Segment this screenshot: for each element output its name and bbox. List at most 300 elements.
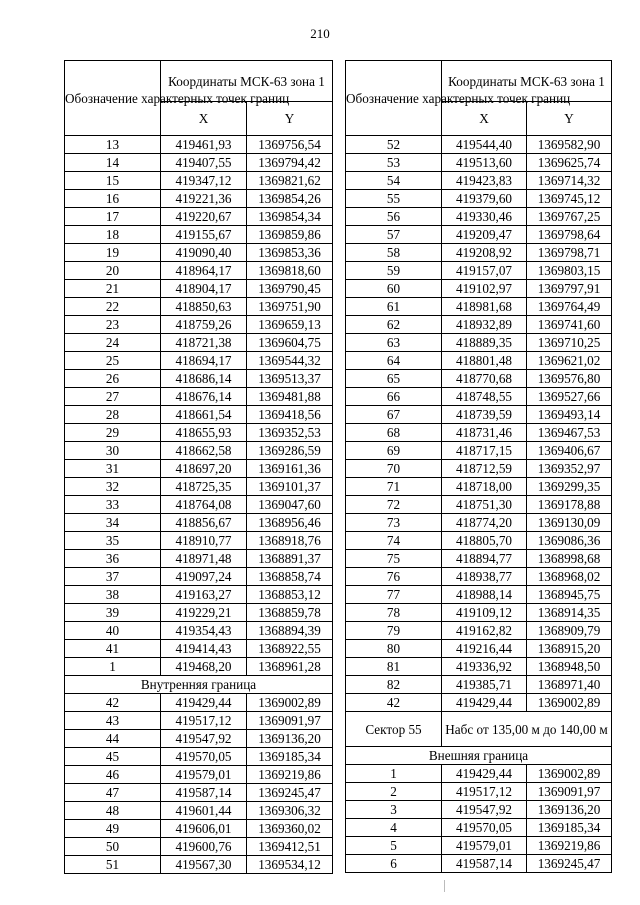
point-id: 42 xyxy=(346,694,442,712)
x-value: 418721,38 xyxy=(161,334,247,352)
table-row xyxy=(346,676,612,694)
table-row xyxy=(346,765,612,783)
y-value: 1368945,75 xyxy=(527,586,612,604)
y-value: 1368914,35 xyxy=(527,604,612,622)
designation-header: Обозначение характерных точек границ xyxy=(65,61,161,136)
point-id: 46 xyxy=(65,766,161,784)
table-row xyxy=(346,819,612,837)
x-value: 418694,17 xyxy=(161,352,247,370)
x-value: 418739,59 xyxy=(442,406,527,424)
y-value: 1368998,68 xyxy=(527,550,612,568)
y-value: 1369859,86 xyxy=(247,226,333,244)
table-row xyxy=(65,208,333,226)
x-value: 419513,60 xyxy=(442,154,527,172)
point-id: 82 xyxy=(346,676,442,694)
table-row xyxy=(346,783,612,801)
table-row xyxy=(346,658,612,676)
x-value: 418725,35 xyxy=(161,478,247,496)
table-row xyxy=(65,478,333,496)
point-id: 26 xyxy=(65,370,161,388)
table-row xyxy=(65,712,333,730)
table-row xyxy=(65,370,333,388)
table-row xyxy=(65,820,333,838)
table-row xyxy=(65,694,333,712)
y-value: 1369091,97 xyxy=(527,783,612,801)
table-row xyxy=(65,586,333,604)
y-value: 1368909,79 xyxy=(527,622,612,640)
point-id: 14 xyxy=(65,154,161,172)
point-id: 5 xyxy=(346,837,442,855)
y-value: 1369002,89 xyxy=(527,694,612,712)
x-value: 418889,35 xyxy=(442,334,527,352)
point-id: 64 xyxy=(346,352,442,370)
coordinates-header: Координаты МСК-63 зона 1 xyxy=(442,61,612,102)
x-value: 419109,12 xyxy=(442,604,527,622)
point-id: 47 xyxy=(65,784,161,802)
y-value: 1369756,54 xyxy=(247,136,333,154)
point-id: 48 xyxy=(65,802,161,820)
y-value: 1369798,64 xyxy=(527,226,612,244)
x-value: 418971,48 xyxy=(161,550,247,568)
coordinates-table-left xyxy=(64,60,333,874)
coordinates-table-right xyxy=(345,60,612,873)
y-value: 1369161,36 xyxy=(247,460,333,478)
point-id: 69 xyxy=(346,442,442,460)
point-id: 79 xyxy=(346,622,442,640)
table-row xyxy=(65,424,333,442)
y-value: 1369481,88 xyxy=(247,388,333,406)
x-value: 418686,14 xyxy=(161,370,247,388)
table-row xyxy=(346,208,612,226)
y-value: 1369714,32 xyxy=(527,172,612,190)
point-id: 38 xyxy=(65,586,161,604)
y-value: 1368922,55 xyxy=(247,640,333,658)
x-value: 419579,01 xyxy=(161,766,247,784)
table-row xyxy=(346,298,612,316)
point-id: 81 xyxy=(346,658,442,676)
y-value: 1369767,25 xyxy=(527,208,612,226)
y-value: 1369745,12 xyxy=(527,190,612,208)
section-row xyxy=(346,747,612,765)
x-value: 418661,54 xyxy=(161,406,247,424)
x-value: 419587,14 xyxy=(442,855,527,873)
table-row xyxy=(346,622,612,640)
x-value: 419209,47 xyxy=(442,226,527,244)
y-value: 1369803,15 xyxy=(527,262,612,280)
y-value: 1368971,40 xyxy=(527,676,612,694)
point-id: 18 xyxy=(65,226,161,244)
sector-row xyxy=(346,712,612,747)
table-row xyxy=(65,550,333,568)
point-id: 68 xyxy=(346,424,442,442)
point-id: 58 xyxy=(346,244,442,262)
point-id: 55 xyxy=(346,190,442,208)
point-id: 50 xyxy=(65,838,161,856)
y-value: 1369798,71 xyxy=(527,244,612,262)
point-id: 49 xyxy=(65,820,161,838)
x-value: 419601,44 xyxy=(161,802,247,820)
point-id: 43 xyxy=(65,712,161,730)
table-row xyxy=(346,442,612,460)
table-row xyxy=(346,568,612,586)
y-value: 1368858,74 xyxy=(247,568,333,586)
point-id: 52 xyxy=(346,136,442,154)
x-value: 418988,14 xyxy=(442,586,527,604)
table-row xyxy=(346,694,612,712)
y-value: 1369185,34 xyxy=(247,748,333,766)
x-value: 419517,12 xyxy=(442,783,527,801)
point-id: 63 xyxy=(346,334,442,352)
y-value: 1369659,13 xyxy=(247,316,333,334)
table-row xyxy=(346,496,612,514)
table-row xyxy=(65,262,333,280)
y-value: 1369527,66 xyxy=(527,388,612,406)
x-value: 419407,55 xyxy=(161,154,247,172)
x-value: 419336,92 xyxy=(442,658,527,676)
y-value: 1369002,89 xyxy=(247,694,333,712)
y-value: 1369493,14 xyxy=(527,406,612,424)
y-header: Y xyxy=(247,102,333,136)
y-value: 1368948,50 xyxy=(527,658,612,676)
table-row xyxy=(65,658,333,676)
y-value: 1369625,74 xyxy=(527,154,612,172)
point-id: 4 xyxy=(346,819,442,837)
point-id: 51 xyxy=(65,856,161,874)
x-value: 418938,77 xyxy=(442,568,527,586)
table-row xyxy=(65,298,333,316)
y-value: 1369710,25 xyxy=(527,334,612,352)
y-value: 1369086,36 xyxy=(527,532,612,550)
table-row xyxy=(65,406,333,424)
y-value: 1369790,45 xyxy=(247,280,333,298)
table-row xyxy=(346,801,612,819)
point-id: 1 xyxy=(346,765,442,783)
y-value: 1369352,97 xyxy=(527,460,612,478)
x-value: 419544,40 xyxy=(442,136,527,154)
table-row xyxy=(65,334,333,352)
y-value: 1369534,12 xyxy=(247,856,333,874)
y-value: 1369136,20 xyxy=(247,730,333,748)
point-id: 67 xyxy=(346,406,442,424)
y-value: 1369854,26 xyxy=(247,190,333,208)
table-row xyxy=(65,496,333,514)
y-value: 1369245,47 xyxy=(527,855,612,873)
table-row xyxy=(346,640,612,658)
y-value: 1369412,51 xyxy=(247,838,333,856)
y-value: 1369245,47 xyxy=(247,784,333,802)
x-value: 419606,01 xyxy=(161,820,247,838)
point-id: 42 xyxy=(65,694,161,712)
x-value: 418904,17 xyxy=(161,280,247,298)
point-id: 44 xyxy=(65,730,161,748)
y-value: 1369854,34 xyxy=(247,208,333,226)
point-id: 32 xyxy=(65,478,161,496)
y-value: 1368853,12 xyxy=(247,586,333,604)
table-row xyxy=(346,460,612,478)
x-value: 419330,46 xyxy=(442,208,527,226)
table-row xyxy=(346,172,612,190)
y-value: 1369582,90 xyxy=(527,136,612,154)
table-row xyxy=(346,226,612,244)
point-id: 24 xyxy=(65,334,161,352)
header-row xyxy=(65,61,333,102)
table-row xyxy=(346,424,612,442)
x-value: 418718,00 xyxy=(442,478,527,496)
x-value: 419468,20 xyxy=(161,658,247,676)
table-row xyxy=(346,352,612,370)
x-header: X xyxy=(442,102,527,136)
x-value: 419547,92 xyxy=(161,730,247,748)
point-id: 76 xyxy=(346,568,442,586)
table-row xyxy=(346,280,612,298)
y-value: 1369130,09 xyxy=(527,514,612,532)
y-value: 1369418,56 xyxy=(247,406,333,424)
y-value: 1368859,78 xyxy=(247,604,333,622)
table-row xyxy=(65,856,333,874)
x-value: 418676,14 xyxy=(161,388,247,406)
x-value: 419517,12 xyxy=(161,712,247,730)
designation-header: Обозначение характерных точек границ xyxy=(346,61,442,136)
y-value: 1369794,42 xyxy=(247,154,333,172)
x-value: 419162,82 xyxy=(442,622,527,640)
table-row xyxy=(65,136,333,154)
table-row xyxy=(65,226,333,244)
y-value: 1369604,75 xyxy=(247,334,333,352)
table-row xyxy=(346,154,612,172)
x-value: 419587,14 xyxy=(161,784,247,802)
point-id: 34 xyxy=(65,514,161,532)
table-row xyxy=(346,244,612,262)
point-id: 39 xyxy=(65,604,161,622)
table-row xyxy=(65,190,333,208)
x-value: 418662,58 xyxy=(161,442,247,460)
y-value: 1369047,60 xyxy=(247,496,333,514)
scan-mark xyxy=(444,880,445,892)
y-value: 1368956,46 xyxy=(247,514,333,532)
y-value: 1368891,37 xyxy=(247,550,333,568)
section-title: Внешняя граница xyxy=(346,747,612,765)
x-value: 419414,43 xyxy=(161,640,247,658)
x-value: 418748,55 xyxy=(442,388,527,406)
point-id: 77 xyxy=(346,586,442,604)
x-value: 418759,26 xyxy=(161,316,247,334)
table-row xyxy=(346,855,612,873)
x-value: 419221,36 xyxy=(161,190,247,208)
y-value: 1369219,86 xyxy=(247,766,333,784)
x-value: 419220,67 xyxy=(161,208,247,226)
point-id: 23 xyxy=(65,316,161,334)
x-value: 418910,77 xyxy=(161,532,247,550)
y-value: 1369286,59 xyxy=(247,442,333,460)
x-value: 419429,44 xyxy=(442,765,527,783)
x-value: 418712,59 xyxy=(442,460,527,478)
table-row xyxy=(346,136,612,154)
x-value: 419347,12 xyxy=(161,172,247,190)
x-value: 418856,67 xyxy=(161,514,247,532)
y-value: 1368918,76 xyxy=(247,532,333,550)
table-row xyxy=(65,352,333,370)
y-value: 1369751,90 xyxy=(247,298,333,316)
point-id: 1 xyxy=(65,658,161,676)
y-value: 1369821,62 xyxy=(247,172,333,190)
point-id: 6 xyxy=(346,855,442,873)
point-id: 41 xyxy=(65,640,161,658)
table-row xyxy=(65,532,333,550)
point-id: 57 xyxy=(346,226,442,244)
point-id: 33 xyxy=(65,496,161,514)
x-header: X xyxy=(161,102,247,136)
x-value: 418655,93 xyxy=(161,424,247,442)
table-row xyxy=(346,316,612,334)
y-value: 1368968,02 xyxy=(527,568,612,586)
sector-height-note: Набс от 135,00 м до 140,00 м xyxy=(442,712,612,747)
x-value: 418964,17 xyxy=(161,262,247,280)
table-row xyxy=(65,838,333,856)
y-value: 1368894,39 xyxy=(247,622,333,640)
point-id: 15 xyxy=(65,172,161,190)
y-value: 1369352,53 xyxy=(247,424,333,442)
table-row xyxy=(65,388,333,406)
point-id: 16 xyxy=(65,190,161,208)
table-row xyxy=(346,478,612,496)
table-row xyxy=(65,514,333,532)
x-value: 419208,92 xyxy=(442,244,527,262)
y-value: 1368961,28 xyxy=(247,658,333,676)
y-value: 1369002,89 xyxy=(527,765,612,783)
point-id: 29 xyxy=(65,424,161,442)
x-value: 418770,68 xyxy=(442,370,527,388)
x-value: 418801,48 xyxy=(442,352,527,370)
x-value: 419567,30 xyxy=(161,856,247,874)
x-value: 419461,93 xyxy=(161,136,247,154)
point-id: 70 xyxy=(346,460,442,478)
y-value: 1369136,20 xyxy=(527,801,612,819)
point-id: 36 xyxy=(65,550,161,568)
point-id: 45 xyxy=(65,748,161,766)
point-id: 21 xyxy=(65,280,161,298)
y-value: 1369091,97 xyxy=(247,712,333,730)
table-row xyxy=(346,837,612,855)
table-row xyxy=(346,388,612,406)
x-value: 419155,67 xyxy=(161,226,247,244)
table-row xyxy=(346,532,612,550)
point-id: 59 xyxy=(346,262,442,280)
x-value: 418894,77 xyxy=(442,550,527,568)
y-value: 1369299,35 xyxy=(527,478,612,496)
x-value: 418932,89 xyxy=(442,316,527,334)
table-row xyxy=(65,640,333,658)
point-id: 25 xyxy=(65,352,161,370)
x-value: 418731,46 xyxy=(442,424,527,442)
y-value: 1369576,80 xyxy=(527,370,612,388)
y-value: 1369853,36 xyxy=(247,244,333,262)
table-row xyxy=(346,586,612,604)
x-value: 419547,92 xyxy=(442,801,527,819)
y-value: 1369306,32 xyxy=(247,802,333,820)
point-id: 73 xyxy=(346,514,442,532)
point-id: 61 xyxy=(346,298,442,316)
x-value: 418751,30 xyxy=(442,496,527,514)
x-value: 419429,44 xyxy=(161,694,247,712)
point-id: 72 xyxy=(346,496,442,514)
y-value: 1369764,49 xyxy=(527,298,612,316)
header-row xyxy=(346,61,612,102)
table-row xyxy=(346,190,612,208)
table-row xyxy=(65,316,333,334)
point-id: 56 xyxy=(346,208,442,226)
x-value: 419600,76 xyxy=(161,838,247,856)
section-title: Внутренняя граница xyxy=(65,676,333,694)
table-row xyxy=(346,334,612,352)
point-id: 62 xyxy=(346,316,442,334)
y-value: 1369621,02 xyxy=(527,352,612,370)
point-id: 3 xyxy=(346,801,442,819)
point-id: 13 xyxy=(65,136,161,154)
point-id: 37 xyxy=(65,568,161,586)
x-value: 419102,97 xyxy=(442,280,527,298)
y-value: 1369185,34 xyxy=(527,819,612,837)
table-row xyxy=(65,460,333,478)
table-row xyxy=(65,604,333,622)
x-value: 419570,05 xyxy=(442,819,527,837)
table-row xyxy=(65,172,333,190)
table-row xyxy=(65,154,333,172)
point-id: 78 xyxy=(346,604,442,622)
y-value: 1369360,02 xyxy=(247,820,333,838)
table-row xyxy=(65,748,333,766)
y-value: 1369101,37 xyxy=(247,478,333,496)
table-row xyxy=(65,730,333,748)
y-value: 1369406,67 xyxy=(527,442,612,460)
x-value: 419570,05 xyxy=(161,748,247,766)
y-value: 1369467,53 xyxy=(527,424,612,442)
page-number: 210 xyxy=(310,26,330,41)
table-row xyxy=(346,550,612,568)
x-value: 419163,27 xyxy=(161,586,247,604)
table-row xyxy=(65,280,333,298)
table-row xyxy=(346,262,612,280)
point-id: 20 xyxy=(65,262,161,280)
y-value: 1368915,20 xyxy=(527,640,612,658)
point-id: 2 xyxy=(346,783,442,801)
x-value: 419157,07 xyxy=(442,262,527,280)
y-value: 1369818,60 xyxy=(247,262,333,280)
x-value: 419385,71 xyxy=(442,676,527,694)
table-row xyxy=(65,442,333,460)
y-value: 1369219,86 xyxy=(527,837,612,855)
x-value: 419429,44 xyxy=(442,694,527,712)
point-id: 75 xyxy=(346,550,442,568)
x-value: 419379,60 xyxy=(442,190,527,208)
table-row xyxy=(346,514,612,532)
point-id: 17 xyxy=(65,208,161,226)
x-value: 418697,20 xyxy=(161,460,247,478)
x-value: 418850,63 xyxy=(161,298,247,316)
x-value: 418774,20 xyxy=(442,514,527,532)
point-id: 30 xyxy=(65,442,161,460)
y-value: 1369544,32 xyxy=(247,352,333,370)
point-id: 74 xyxy=(346,532,442,550)
x-value: 419090,40 xyxy=(161,244,247,262)
x-value: 419354,43 xyxy=(161,622,247,640)
point-id: 28 xyxy=(65,406,161,424)
x-value: 419579,01 xyxy=(442,837,527,855)
table-row xyxy=(346,406,612,424)
y-value: 1369741,60 xyxy=(527,316,612,334)
point-id: 65 xyxy=(346,370,442,388)
sector-label: Сектор 55 xyxy=(346,712,442,747)
table-row xyxy=(346,370,612,388)
